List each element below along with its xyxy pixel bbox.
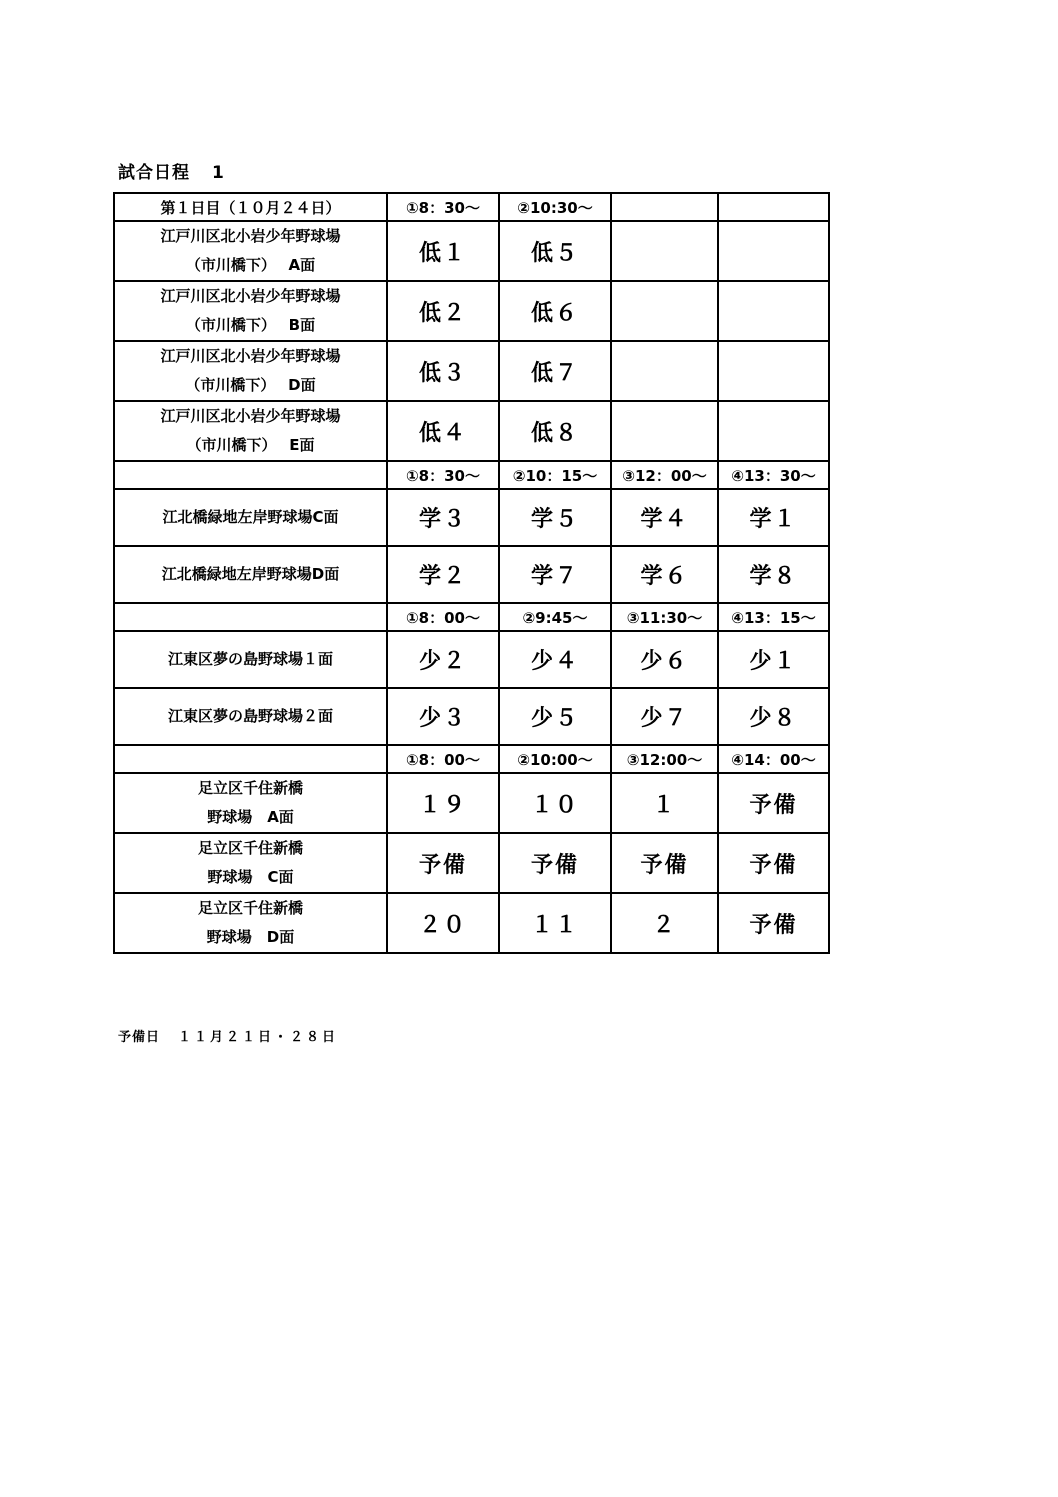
match-cell xyxy=(611,281,718,341)
venue-line-1: 足立区千住新橋 xyxy=(197,899,303,917)
venue-row xyxy=(114,281,829,341)
header-blank xyxy=(114,461,387,489)
match-cell xyxy=(611,401,718,461)
match-cell: 学５ xyxy=(499,489,611,546)
time-slot: ②10:30〜 xyxy=(499,193,611,221)
match-cell: 少３ xyxy=(387,688,499,745)
reserve-days-note xyxy=(118,1026,338,1045)
match-cell xyxy=(611,341,718,401)
match-cell xyxy=(718,401,829,461)
venue-row xyxy=(114,546,829,603)
time-slot xyxy=(611,193,718,221)
match-cell: 学６ xyxy=(611,546,718,603)
match-cell: １０ xyxy=(499,773,611,833)
match-cell: 少５ xyxy=(499,688,611,745)
venue-name xyxy=(114,833,387,893)
venue-name xyxy=(114,281,387,341)
venue-name: 江東区夢の島野球場１面 xyxy=(114,631,387,688)
venue-name xyxy=(114,773,387,833)
match-cell xyxy=(718,341,829,401)
match-cell: 低３ xyxy=(387,341,499,401)
match-cell: 予備 xyxy=(718,773,829,833)
venue-row xyxy=(114,893,829,953)
schedule-table xyxy=(113,192,830,954)
match-cell: ２０ xyxy=(387,893,499,953)
venue-line-1: 江戸川区北小岩少年野球場 xyxy=(160,287,341,305)
venue-line-2: 野球場 C面 xyxy=(207,868,294,886)
time-header-row xyxy=(114,461,829,489)
match-cell xyxy=(718,281,829,341)
venue-name xyxy=(114,893,387,953)
venue-name xyxy=(114,341,387,401)
day-label: 第１日目（１０月２４日） xyxy=(114,193,387,221)
match-cell: 低６ xyxy=(499,281,611,341)
venue-row xyxy=(114,341,829,401)
venue-row xyxy=(114,221,829,281)
time-slot: ①8：30〜 xyxy=(387,193,499,221)
match-cell: 少１ xyxy=(718,631,829,688)
time-slot: ③12：00〜 xyxy=(611,461,718,489)
time-slot: ④14：00〜 xyxy=(718,745,829,773)
match-cell: 低４ xyxy=(387,401,499,461)
time-slot: ④13：15〜 xyxy=(718,603,829,631)
reserve-days-dates: １１月２１日・２８日 xyxy=(178,1030,339,1045)
venue-line-2: （市川橋下） D面 xyxy=(185,376,316,394)
match-cell: 学８ xyxy=(718,546,829,603)
venue-name xyxy=(114,401,387,461)
venue-name: 江北橋緑地左岸野球場D面 xyxy=(114,546,387,603)
match-cell: 予備 xyxy=(611,833,718,893)
time-slot: ④13：30〜 xyxy=(718,461,829,489)
venue-row xyxy=(114,631,829,688)
match-cell xyxy=(718,221,829,281)
match-cell: 少２ xyxy=(387,631,499,688)
match-cell: ２ xyxy=(611,893,718,953)
header-blank xyxy=(114,745,387,773)
match-cell: 低１ xyxy=(387,221,499,281)
match-cell: 予備 xyxy=(499,833,611,893)
time-slot xyxy=(718,193,829,221)
time-header-row xyxy=(114,193,829,221)
venue-line-2: （市川橋下） A面 xyxy=(185,256,316,274)
match-cell: 学２ xyxy=(387,546,499,603)
match-cell: 低８ xyxy=(499,401,611,461)
time-slot: ②9:45〜 xyxy=(499,603,611,631)
venue-line-2: 野球場 A面 xyxy=(207,808,294,826)
page-title xyxy=(118,158,225,183)
venue-line-1: 江戸川区北小岩少年野球場 xyxy=(160,407,341,425)
match-cell xyxy=(611,221,718,281)
venue-row xyxy=(114,401,829,461)
venue-line-1: 足立区千住新橋 xyxy=(197,779,303,797)
time-slot: ①8：00〜 xyxy=(387,603,499,631)
match-cell: 学７ xyxy=(499,546,611,603)
venue-line-1: 足立区千住新橋 xyxy=(197,839,303,857)
time-slot: ②10：15〜 xyxy=(499,461,611,489)
match-cell: 予備 xyxy=(387,833,499,893)
match-cell: 学１ xyxy=(718,489,829,546)
venue-name xyxy=(114,221,387,281)
match-cell: 少４ xyxy=(499,631,611,688)
venue-name: 江北橋緑地左岸野球場C面 xyxy=(114,489,387,546)
time-slot: ②10:00〜 xyxy=(499,745,611,773)
venue-line-2: （市川橋下） B面 xyxy=(185,316,316,334)
match-cell: 予備 xyxy=(718,893,829,953)
venue-line-2: 野球場 D面 xyxy=(206,928,295,946)
match-cell: 少８ xyxy=(718,688,829,745)
match-cell: １９ xyxy=(387,773,499,833)
match-cell: 低７ xyxy=(499,341,611,401)
match-cell: 少６ xyxy=(611,631,718,688)
time-slot: ③11:30〜 xyxy=(611,603,718,631)
match-cell: 低２ xyxy=(387,281,499,341)
match-cell: 学４ xyxy=(611,489,718,546)
venue-row xyxy=(114,688,829,745)
reserve-days-label: 予備日 xyxy=(118,1030,161,1045)
venue-line-1: 江戸川区北小岩少年野球場 xyxy=(160,347,341,365)
title-number: 1 xyxy=(212,163,225,183)
venue-name: 江東区夢の島野球場２面 xyxy=(114,688,387,745)
venue-row xyxy=(114,773,829,833)
match-cell: 学３ xyxy=(387,489,499,546)
header-blank xyxy=(114,603,387,631)
venue-line-1: 江戸川区北小岩少年野球場 xyxy=(160,227,341,245)
match-cell: １１ xyxy=(499,893,611,953)
title-text: 試合日程 xyxy=(118,163,190,183)
match-cell: 予備 xyxy=(718,833,829,893)
venue-row xyxy=(114,489,829,546)
time-slot: ①8：00〜 xyxy=(387,745,499,773)
venue-row xyxy=(114,833,829,893)
match-cell: 低５ xyxy=(499,221,611,281)
venue-line-2: （市川橋下） E面 xyxy=(186,436,315,454)
time-slot: ③12:00〜 xyxy=(611,745,718,773)
match-cell: １ xyxy=(611,773,718,833)
time-header-row xyxy=(114,745,829,773)
time-slot: ①8：30〜 xyxy=(387,461,499,489)
match-cell: 少７ xyxy=(611,688,718,745)
time-header-row xyxy=(114,603,829,631)
